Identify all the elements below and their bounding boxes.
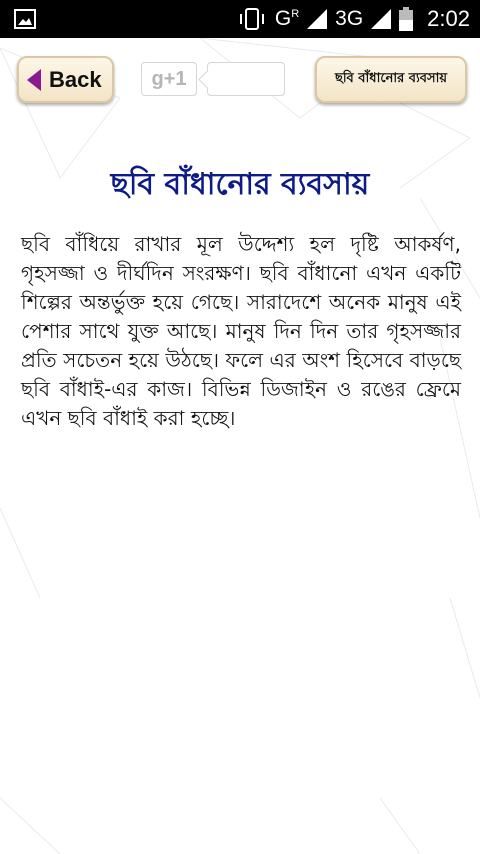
google-plus-count-box	[207, 62, 285, 96]
signal-icon	[307, 9, 327, 29]
vibrate-icon	[237, 8, 267, 30]
back-arrow-icon	[27, 69, 41, 91]
status-bar	[0, 0, 480, 38]
battery-icon	[399, 7, 413, 31]
clock: 2:02	[427, 6, 470, 31]
back-button[interactable]	[17, 56, 114, 103]
topic-title-button[interactable]: ছবি বাঁধানোর ব্যবসায়	[315, 56, 467, 103]
back-label: Back	[49, 66, 102, 92]
google-plus-one-button[interactable]: g+1	[141, 62, 197, 96]
gallery-icon	[14, 9, 36, 29]
signal-icon-2	[371, 9, 391, 29]
network-type: 3G	[335, 7, 364, 30]
network-label: $G^R$	[274, 7, 300, 30]
article-body: ছবি বাঁধিয়ে রাখার মূল উদ্দেশ্য হল দৃষ্টি আকর্ষণ, গৃহসজ্জা ও দীর্ঘদিন সংরক্ষণ। ছবি বাঁধানো এখন একটি শিল্পের অন্তর্ভুক্ত হয়ে গেছে। সারাদেশে অনেক মানুষ এই পেশার সাথে যুক্ত আছে। মানুষ দিন দিন তার গৃহসজ্জার প্রতি সচেতন হয়ে উঠছে। ফলে এর অংশ হিসেবে বাড়ছে ছবি বাঁধাই-এর কাজ। বিভিন্ন ডিজাইন ও রঙের ফ্রেমে এখন ছবি বাঁধাই করা হচ্ছে।	[21, 232, 461, 430]
page-title: ছবি বাঁধানোর ব্যবসায়	[110, 167, 370, 202]
